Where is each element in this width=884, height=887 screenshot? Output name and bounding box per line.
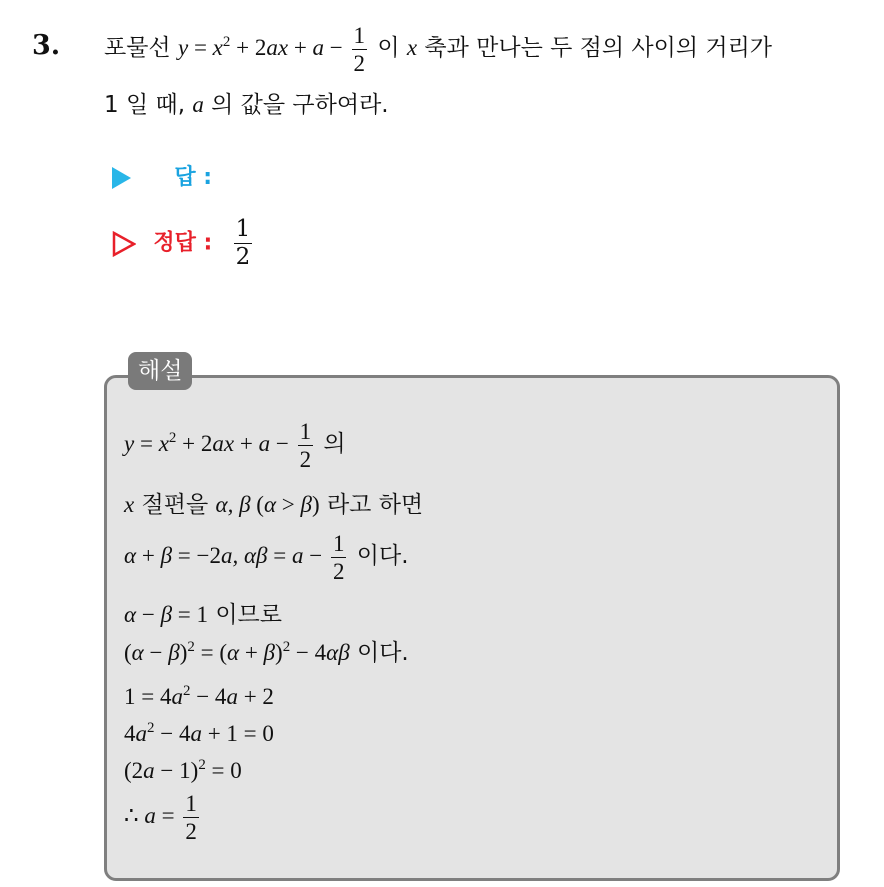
question-line-1 bbox=[104, 24, 772, 75]
solution-word-so: 이므로 bbox=[215, 602, 282, 628]
question-number: 3. bbox=[32, 30, 61, 61]
solution-line-8: $(2a - 1)^2 = 0$ bbox=[124, 757, 242, 783]
answer-label: 답 : bbox=[174, 165, 213, 190]
var-x: x bbox=[406, 34, 418, 60]
fraction-one-half: $\frac{1}{2}$ bbox=[353, 23, 366, 76]
solution-line-6: $1 = 4a^2 - 4a + 2$ bbox=[124, 683, 274, 709]
question-text-parabola: 포물선 bbox=[104, 34, 171, 61]
question-equation: $y = x^2 + 2ax + a$ − $\frac{1}{2}$ bbox=[177, 23, 366, 76]
var-a: a bbox=[192, 92, 204, 117]
solution-word-is: 이다. bbox=[356, 542, 409, 569]
solution-word-say: 라고 하면 bbox=[326, 492, 424, 518]
solution-line-1: $y = x^2 + 2ax + a$ − $\frac{1}{2}$ 의 bbox=[124, 419, 346, 472]
solution-line-2: x 절편을 α, β (α > β) 라고 하면 bbox=[124, 492, 424, 518]
answer-row bbox=[112, 160, 212, 191]
solution-line-9: ∴ a = $\frac{1}{2}$ bbox=[124, 791, 197, 844]
question-line-2 bbox=[104, 86, 389, 119]
question-text-axis: 축과 만나는 두 점의 사이의 거리가 bbox=[424, 34, 773, 61]
solution-line-7: $4a^2 - 4a + 1 = 0$ bbox=[124, 720, 274, 746]
solution-word-of: 의 bbox=[323, 430, 346, 457]
solution-line-3: α + β = −2a, αβ = a − $\frac{1}{2}$ 이다. bbox=[124, 531, 409, 584]
solution-line-5: $(\alpha - \beta)^2 = (\alpha + \beta)^2 - 4\alpha\beta$ 이다. bbox=[124, 639, 409, 666]
correct-answer-label: 정답 : bbox=[153, 230, 213, 256]
question-text-meet: 이 bbox=[377, 34, 400, 61]
correct-answer-denominator: 2 bbox=[235, 244, 251, 270]
question-text-when: 1 일 때, bbox=[104, 92, 186, 118]
solution-word-is-2: 이다. bbox=[356, 640, 409, 666]
play-triangle-icon bbox=[112, 167, 131, 189]
outline-triangle-icon bbox=[112, 231, 136, 257]
correct-answer-value bbox=[234, 218, 253, 269]
correct-answer-numerator: 1 bbox=[235, 216, 251, 242]
solution-title: 해설 bbox=[128, 352, 192, 390]
correct-answer-row bbox=[112, 218, 255, 269]
question-text-find: 의 값을 구하여라. bbox=[211, 92, 389, 118]
solution-word-intercept: 절편을 bbox=[141, 492, 209, 518]
solution-line-4: α − β = 1 이므로 bbox=[124, 602, 282, 628]
